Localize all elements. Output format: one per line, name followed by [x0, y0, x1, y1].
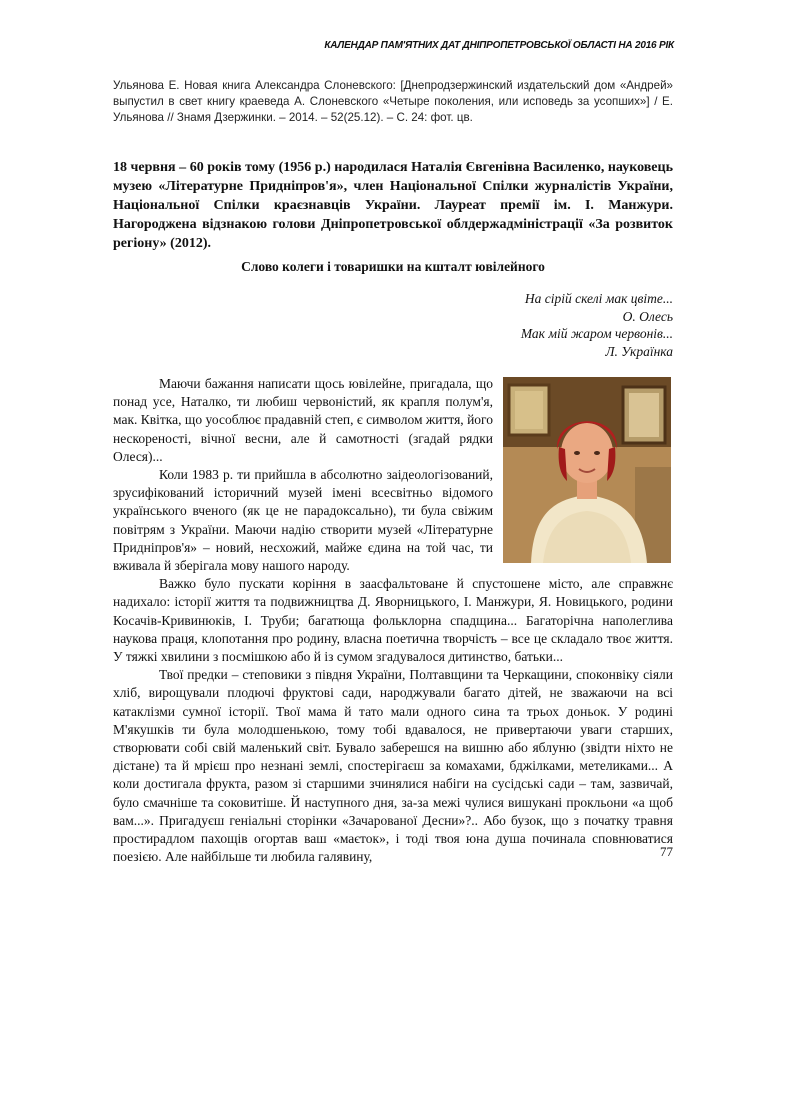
- epigraph-author-2: Л. Українка: [605, 343, 673, 359]
- running-head: КАЛЕНДАР ПАМ'ЯТНИХ ДАТ ДНІПРОПЕТРОВСЬКОЇ ОБЛАСТІ НА 2016 РІК: [324, 40, 674, 51]
- body-paragraph: Важко було пускати коріння в заасфальтоване й спустошене місто, але справжнє надихало: історії життя та подвижництва Д. Яворницького, І. Манжури, Я. Новицького, родини Косачів-Кривинюків, І. Труби; багатюща фольклорна спадщина... Багаторічна наполеглива наукова праця, клопотання про родину, власна поетична творчість – все це складало твоє життя. У тяжкі хвилини з посмішкою або й із сумом згадувалося дитинство, батьки...: [113, 576, 673, 665]
- article-body: [113, 375, 673, 866]
- page-number: 77: [660, 844, 673, 859]
- body-paragraph: Коли 1983 р. ти прийшла в абсолютно заідеологізований, зрусифікований історичний музей імені всесвітньо відомого українського вченого (як це не парадоксально), ти була свіжим повітрям з України. Маючи надію створити музей «Літературне Придніпров'я» – новий, несхожий, майже єдина на той час, ти вживала й зберігала мову нашого народу.: [113, 467, 493, 574]
- bibliography-entry: Ульянова Е. Новая книга Александра Слоневского: [Днепродзержинский издательский дом «Андрей» выпустил в свет книгу краеведа А. Слоневского «Четыре поколения, или исповедь за усопших»] / Е. Ульянова // Знамя Дзержинки. – 2014. – 52(25.12). – С. 24: фот. цв.: [113, 79, 673, 124]
- epigraph-line-1: На сірій скелі мак цвіте...: [524, 291, 673, 306]
- body-paragraph: Маючи бажання написати щось ювілейне, пригадала, що понад усе, Наталко, ти любиш червоністий, як крапля полум'я, мак. Квітка, що уособлює прадавній степ, є символом життя, його нескореності, вічної весни, але й самотності (згадай рядки Олеся)...: [113, 376, 493, 464]
- anniversary-lead-paragraph: 18 червня – 60 років тому (1956 р.) народилася Наталія Євгенівна Василенко, науковець музею «Літературне Придніпров'я», член Національної Спілки журналістів України, Національної Спілки краєзнавців України. Лауреат премії ім. І. Манжури. Нагороджена відзнакою голови Дніпропетровської облдержадміністрації «За розвиток регіону» (2012).: [113, 160, 673, 251]
- epigraph-line-2: Мак мій жаром червонів...: [520, 326, 673, 341]
- section-title: Слово колеги і товаришки на кшталт ювілейного: [241, 259, 545, 274]
- epigraph: [413, 290, 673, 360]
- epigraph-author-1: О. Олесь: [622, 308, 673, 324]
- body-paragraph: Твої предки – степовики з півдня України, Полтавщини та Черкащини, споконвіку сіяли хліб, вирощували плодючі фруктові сади, народжували багато дітей, не зважаючи на всі катаклізми сумної історії. Твої мама й тато мали одного сина та трьох доньок. У родині М'якушків ти була молодшенькою, тому тобі вдавалося, не привертаючи уваги старших, створювати собі свій маленький світ. Бувало заберешся на вишню або яблуню (звідти ніхто не дістане) та й мрієш про незнані землі, спостерігаєш за комахами, бджілками, метеликами... А коли достигала фрукта, разом зі старшими зчинялися набіги на сусідські сади – там, зазвичай, було смачніше та соковитіше. Й наступного дня, за-за межі чулися вишукані прокльони «а щоб вам...». Пригадуєш геніальні сторінки «Зачарованої Десни»?.. Або бузок, що з початку травня простирадлом пахощів огортав ваш «маєток», і тоді твоя юна душа починала сповнюватися поезією. Але найбільше ти любила галявину,: [113, 667, 673, 865]
